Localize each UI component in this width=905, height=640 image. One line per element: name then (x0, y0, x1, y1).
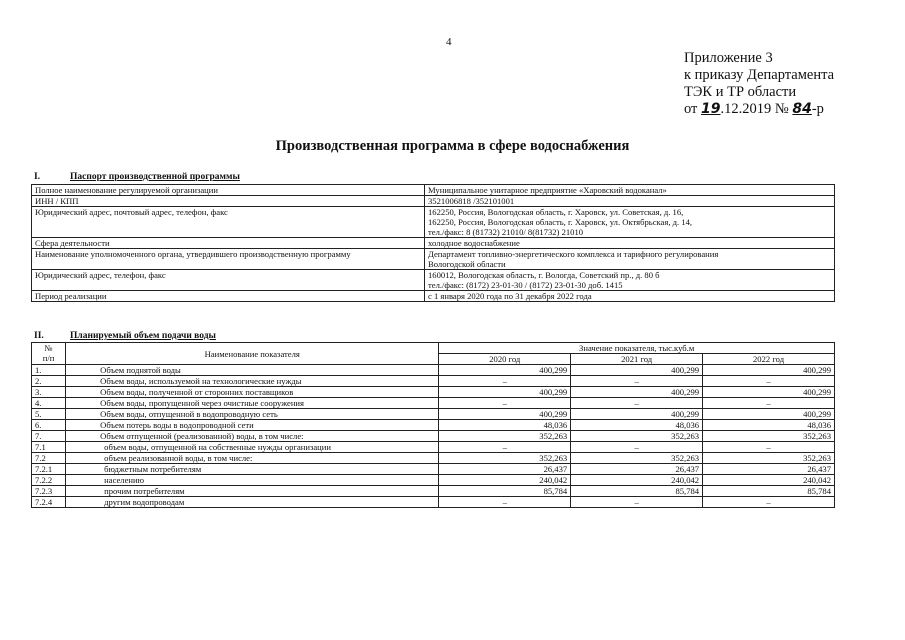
row-name: объем реализованной воды, в том числе: (66, 453, 439, 464)
row-number: 6. (32, 420, 66, 431)
row-value-2022: – (703, 376, 835, 387)
passport-key: Сфера деятельности (32, 238, 425, 249)
order-number: 84 (792, 101, 812, 117)
passport-value: холодное водоснабжение (425, 238, 835, 249)
header-year-2021: 2021 год (571, 354, 703, 365)
row-name: другим водопроводам (66, 497, 439, 508)
table-row (32, 475, 835, 486)
row-value-2021: 26,437 (571, 464, 703, 475)
row-value-2020: 400,299 (439, 387, 571, 398)
table-row (32, 398, 835, 409)
row-value-2021: 400,299 (571, 409, 703, 420)
appendix-date-line (684, 101, 834, 118)
row-number: 3. (32, 387, 66, 398)
section1-heading (34, 172, 240, 182)
row-value-2020: – (439, 497, 571, 508)
row-number: 2. (32, 376, 66, 387)
passport-value: Департамент топливно-энергетического комплекса и тарифного регулирования Вологодской области (425, 249, 835, 270)
passport-row (32, 196, 835, 207)
header-year-2020: 2020 год (439, 354, 571, 365)
row-number: 7.2.3 (32, 486, 66, 497)
row-value-2020: 48,036 (439, 420, 571, 431)
row-number: 5. (32, 409, 66, 420)
row-value-2021: – (571, 497, 703, 508)
row-name: Объем воды, используемой на технологические нужды (66, 376, 439, 387)
appendix-line1: Приложение 3 (684, 50, 773, 66)
passport-row (32, 291, 835, 302)
row-value-2022: – (703, 442, 835, 453)
table-row (32, 453, 835, 464)
appendix-block (684, 50, 834, 118)
row-number: 7.2.4 (32, 497, 66, 508)
passport-table (31, 184, 835, 302)
row-value-2022: 400,299 (703, 387, 835, 398)
row-value-2022: 400,299 (703, 365, 835, 376)
row-value-2021: 400,299 (571, 365, 703, 376)
passport-key: Период реализации (32, 291, 425, 302)
row-value-2022: 240,042 (703, 475, 835, 486)
row-value-2020: – (439, 398, 571, 409)
row-value-2021: 400,299 (571, 387, 703, 398)
row-name: Объем воды, пропущенной через очистные сооружения (66, 398, 439, 409)
row-number: 7. (32, 431, 66, 442)
date-prefix: от (684, 101, 698, 117)
table-row (32, 442, 835, 453)
header-values: Значение показателя, тыс.куб.м (439, 343, 835, 354)
passport-key: Наименование уполномоченного органа, утвердившего производственную программу (32, 249, 425, 270)
table-row (32, 387, 835, 398)
page-title: Производственная программа в сфере водоснабжения (275, 138, 630, 154)
row-value-2021: 48,036 (571, 420, 703, 431)
appendix-line3: ТЭК и ТР области (684, 84, 797, 100)
passport-key: Юридический адрес, телефон, факс (32, 270, 425, 291)
order-suffix: -р (811, 101, 824, 117)
table-row (32, 409, 835, 420)
table-row (32, 497, 835, 508)
row-number: 7.1 (32, 442, 66, 453)
row-value-2020: 240,042 (439, 475, 571, 486)
table-row (32, 365, 835, 376)
passport-row (32, 238, 835, 249)
row-name: Объем отпущенной (реализованной) воды, в том числе: (66, 431, 439, 442)
page-number: 4 (446, 36, 452, 48)
table-row (32, 486, 835, 497)
row-name: Объем воды, отпущенной в водопроводную сеть (66, 409, 439, 420)
passport-row (32, 249, 835, 270)
date-day: 19 (701, 101, 721, 117)
row-name: Объем потерь воды в водопроводной сети (66, 420, 439, 431)
row-value-2021: 240,042 (571, 475, 703, 486)
passport-row (32, 270, 835, 291)
row-value-2022: – (703, 398, 835, 409)
row-name: Объем поднятой воды (66, 365, 439, 376)
row-value-2022: 352,263 (703, 431, 835, 442)
row-value-2022: 26,437 (703, 464, 835, 475)
row-value-2020: 400,299 (439, 365, 571, 376)
table-row (32, 464, 835, 475)
row-number: 1. (32, 365, 66, 376)
row-value-2022: 48,036 (703, 420, 835, 431)
row-name: населению (66, 475, 439, 486)
passport-key: Полное наименование регулируемой организации (32, 185, 425, 196)
row-value-2021: 85,784 (571, 486, 703, 497)
row-value-2020: – (439, 442, 571, 453)
row-value-2020: 400,299 (439, 409, 571, 420)
volume-table (31, 342, 835, 508)
row-value-2020: 26,437 (439, 464, 571, 475)
row-name: прочим потребителям (66, 486, 439, 497)
header-name: Наименование показателя (66, 343, 439, 365)
passport-key: Юридический адрес, почтовый адрес, телефон, факс (32, 207, 425, 238)
section2-number: II. (34, 331, 44, 341)
date-rest: .12.2019 № (720, 101, 789, 117)
row-value-2021: – (571, 442, 703, 453)
row-value-2021: – (571, 398, 703, 409)
section1-number: I. (34, 172, 41, 182)
row-value-2021: 352,263 (571, 453, 703, 464)
row-number: 7.2 (32, 453, 66, 464)
section1-title: Паспорт производственной программы (70, 172, 240, 182)
row-number: 7.2.1 (32, 464, 66, 475)
row-name: бюджетным потребителям (66, 464, 439, 475)
passport-row (32, 207, 835, 238)
row-value-2021: – (571, 376, 703, 387)
passport-value: Муниципальное унитарное предприятие «Харовский водоканал» (425, 185, 835, 196)
row-value-2020: – (439, 376, 571, 387)
row-value-2020: 352,263 (439, 431, 571, 442)
passport-value: с 1 января 2020 года по 31 декабря 2022 года (425, 291, 835, 302)
row-value-2020: 85,784 (439, 486, 571, 497)
section2-heading (34, 331, 216, 341)
row-name: объем воды, отпущенной на собственные нужды организации (66, 442, 439, 453)
table-row (32, 420, 835, 431)
row-number: 7.2.2 (32, 475, 66, 486)
row-value-2022: 352,263 (703, 453, 835, 464)
row-number: 4. (32, 398, 66, 409)
row-value-2021: 352,263 (571, 431, 703, 442)
table-row (32, 376, 835, 387)
row-value-2022: 400,299 (703, 409, 835, 420)
row-value-2022: 85,784 (703, 486, 835, 497)
row-value-2020: 352,263 (439, 453, 571, 464)
row-name: Объем воды, полученной от сторонних поставщиков (66, 387, 439, 398)
passport-value: 162250, Россия, Вологодская область, г. Харовск, ул. Советская, д. 16, 162250, Россия, Вологодская область, г. Харовск, ул. Октябрьская, д. 14, тел./факс: 8 (81732) 21010/ 8(81732) 21010 (425, 207, 835, 238)
table-row (32, 431, 835, 442)
passport-row (32, 185, 835, 196)
header-num: № п/п (32, 343, 66, 365)
section2-title: Планируемый объем подачи воды (70, 331, 216, 341)
passport-value: 160012, Вологодская область, г. Вологда, Советский пр., д. 80 б тел./факс: (8172) 23-01-30 / (8172) 23-01-30 доб. 1415 (425, 270, 835, 291)
appendix-line2: к приказу Департамента (684, 67, 835, 83)
header-year-2022: 2022 год (703, 354, 835, 365)
row-value-2022: – (703, 497, 835, 508)
passport-value: 3521006818 /352101001 (425, 196, 835, 207)
passport-key: ИНН / КПП (32, 196, 425, 207)
